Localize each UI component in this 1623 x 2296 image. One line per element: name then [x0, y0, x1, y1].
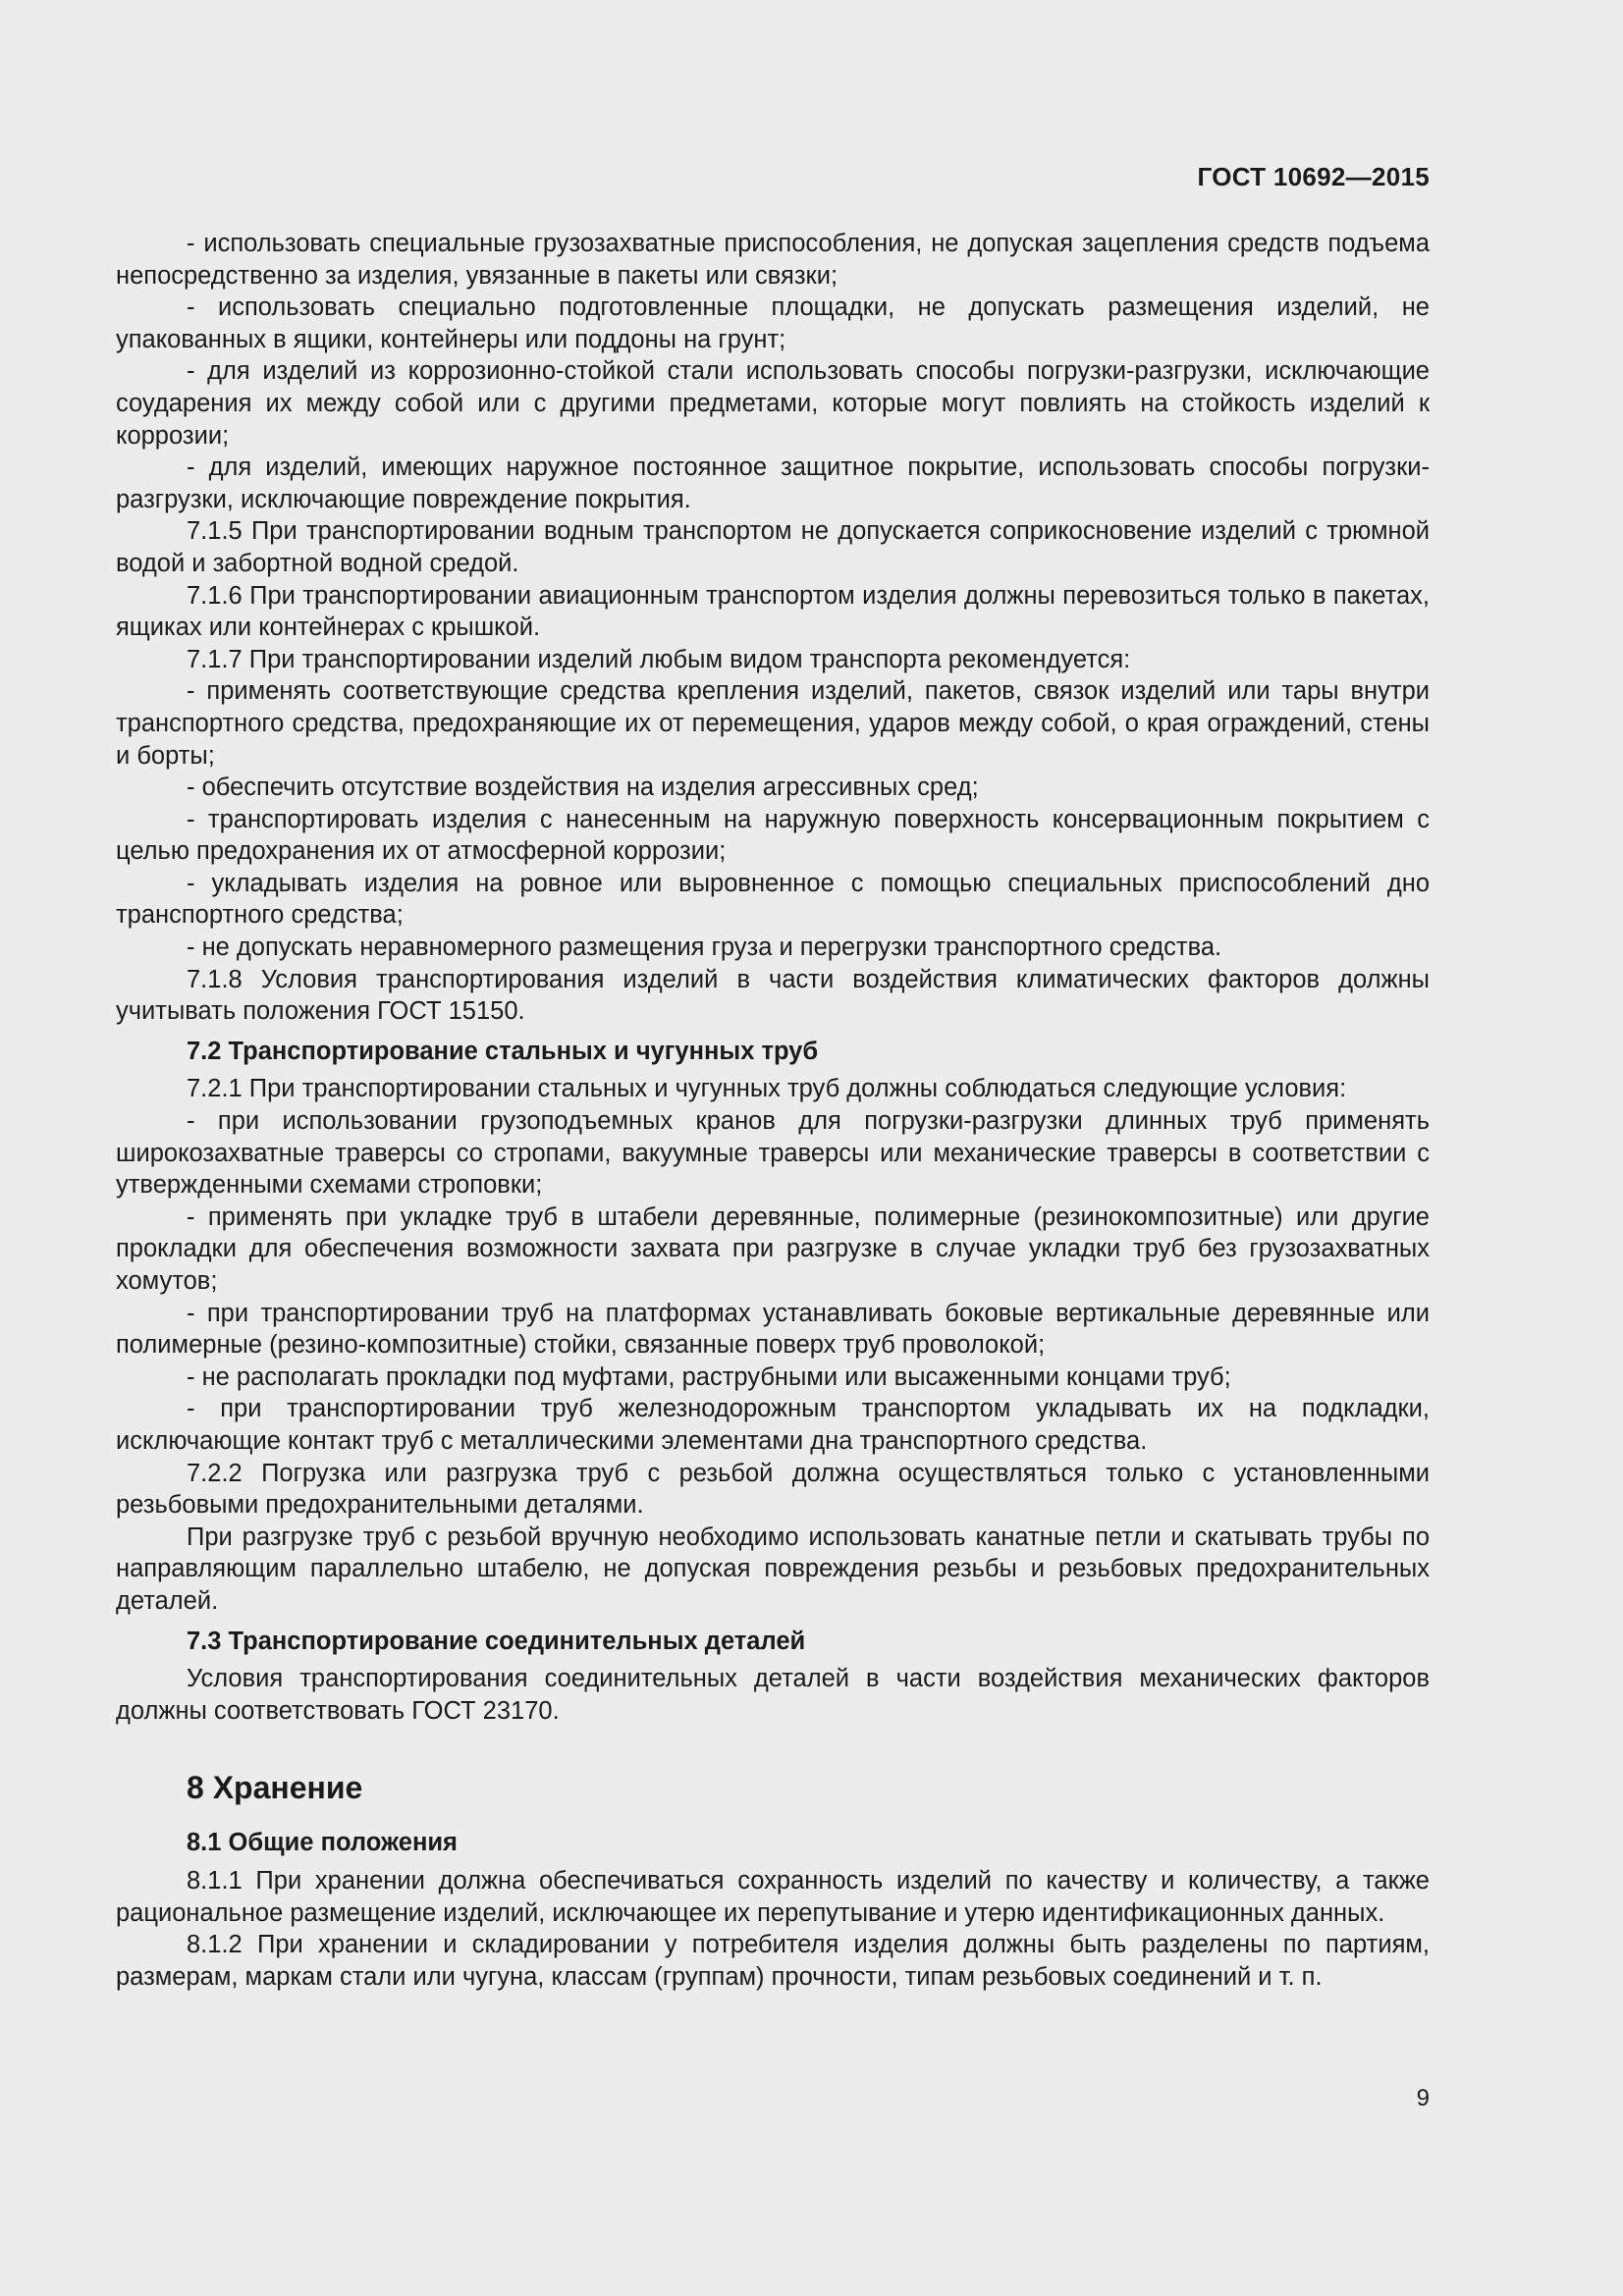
- paragraph: - применять соответствующие средства крепления изделий, пакетов, связок изделий или тары внутри транспортного средства, предохраняющие их от перемещения, ударов между собой, о края ограждений, стены и борты;: [116, 677, 1430, 770]
- paragraph: - обеспечить отсутствие воздействия на изделия агрессивных сред;: [187, 774, 979, 802]
- paragraph: 7.1.8 Условия транспортирования изделий в части воздействия климатических факторов должны учитывать положения ГОСТ 15150.: [116, 965, 1430, 1026]
- paragraph: 8.1.2 При хранении и складировании у потребителя изделия должны быть разделены по партиям, размерам, маркам стали или чугуна, классам (группам) прочности, типам резьбовых соединений и т. п.: [116, 1931, 1430, 1991]
- paragraph: - при использовании грузоподъемных кранов для погрузки-разгрузки длинных труб применять широкозахватные траверсы со стропами, вакуумные траверсы или механические траверсы в соответствии с утвержденными схемами строповки;: [116, 1107, 1430, 1200]
- paragraph: - не допускать неравномерного размещения груза и перегрузки транспортного средства.: [187, 934, 1222, 962]
- document-code: ГОСТ 10692—2015: [1197, 162, 1430, 191]
- paragraph: - для изделий, имеющих наружное постоянное защитное покрытие, использовать способы погрузки-разгрузки, исключающие повреждение покрытия.: [116, 454, 1430, 513]
- paragraph: При разгрузке труб с резьбой вручную необходимо использовать канатные петли и скатывать трубы по направляющим параллельно штабелю, не допуская повреждения резьбы и резьбовых предохранительных деталей.: [116, 1522, 1430, 1615]
- paragraph: 7.2.1 При транспортировании стальных и чугунных труб должны соблюдаться следующие условия:: [187, 1075, 1347, 1103]
- paragraph: - не располагать прокладки под муфтами, раструбными или высаженными концами труб;: [187, 1362, 1231, 1391]
- section-heading-8: 8 Хранение: [187, 1770, 363, 1806]
- paragraph: - для изделий из коррозионно-стойкой стали использовать способы погрузки-разгрузки, исключающие соударения их между собой или с другими предметами, которые могут повлиять на стойкость изделий к коррозии;: [116, 357, 1430, 450]
- paragraph: 7.2.2 Погрузка или разгрузка труб с резьбой должна осуществляться только с установленными резьбовыми предохранительными деталями.: [116, 1459, 1430, 1520]
- paragraph: - использовать специально подготовленные площадки, не допускать размещения изделий, не упакованных в ящики, контейнеры или поддоны на грунт;: [116, 294, 1430, 353]
- paragraph: - транспортировать изделия с нанесенным на наружную поверхность консервационным покрытием с целью предохранения их от атмосферной коррозии;: [116, 805, 1430, 866]
- paragraph: 7.1.5 При транспортировании водным транспортом не допускается соприкосновение изделий с трюмной водой и забортной водной средой.: [116, 517, 1430, 577]
- paragraph: 8.1.1 При хранении должна обеспечиваться сохранность изделий по качеству и количеству, а также рациональное размещение изделий, исключающее их перепутывание и утерю идентификационных данных.: [116, 1866, 1430, 1927]
- paragraph: - при транспортировании труб на платформах устанавливать боковые вертикальные деревянные или полимерные (резино-композитные) стойки, связанные поверх труб проволокой;: [116, 1299, 1430, 1360]
- subsection-heading-7-2: 7.2 Транспортирование стальных и чугунных труб: [187, 1037, 819, 1065]
- subsection-heading-8-1: 8.1 Общие положения: [187, 1829, 458, 1857]
- paragraph: 7.1.7 При транспортировании изделий любым видом транспорта рекомендуется:: [187, 645, 1131, 673]
- document-body: [116, 228, 1430, 1993]
- paragraph: Условия транспортирования соединительных деталей в части воздействия механических факторов должны соответствовать ГОСТ 23170.: [116, 1665, 1430, 1725]
- subsection-heading-7-3: 7.3 Транспортирование соединительных деталей: [187, 1627, 806, 1655]
- paragraph: 7.1.6 При транспортировании авиационным транспортом изделия должны перевозиться только в пакетах, ящиках или контейнерах с крышкой.: [116, 581, 1430, 642]
- paragraph: - использовать специальные грузозахватные приспособления, не допуская зацепления средств подъема непосредственно за изделия, увязанные в пакеты или связки;: [116, 230, 1430, 290]
- paragraph: - при транспортировании труб железнодорожным транспортом укладывать их на подкладки, исключающие контакт труб с металлическими элементами дна транспортного средства.: [116, 1395, 1430, 1455]
- page-number: 9: [1416, 2085, 1430, 2111]
- paragraph: - укладывать изделия на ровное или выровненное с помощью специальных приспособлений дно транспортного средства;: [116, 869, 1430, 930]
- paragraph: - применять при укладке труб в штабели деревянные, полимерные (резинокомпозитные) или другие прокладки для обеспечения возможности захвата при разгрузке в случае укладки труб без грузозахватных хомутов;: [116, 1202, 1430, 1295]
